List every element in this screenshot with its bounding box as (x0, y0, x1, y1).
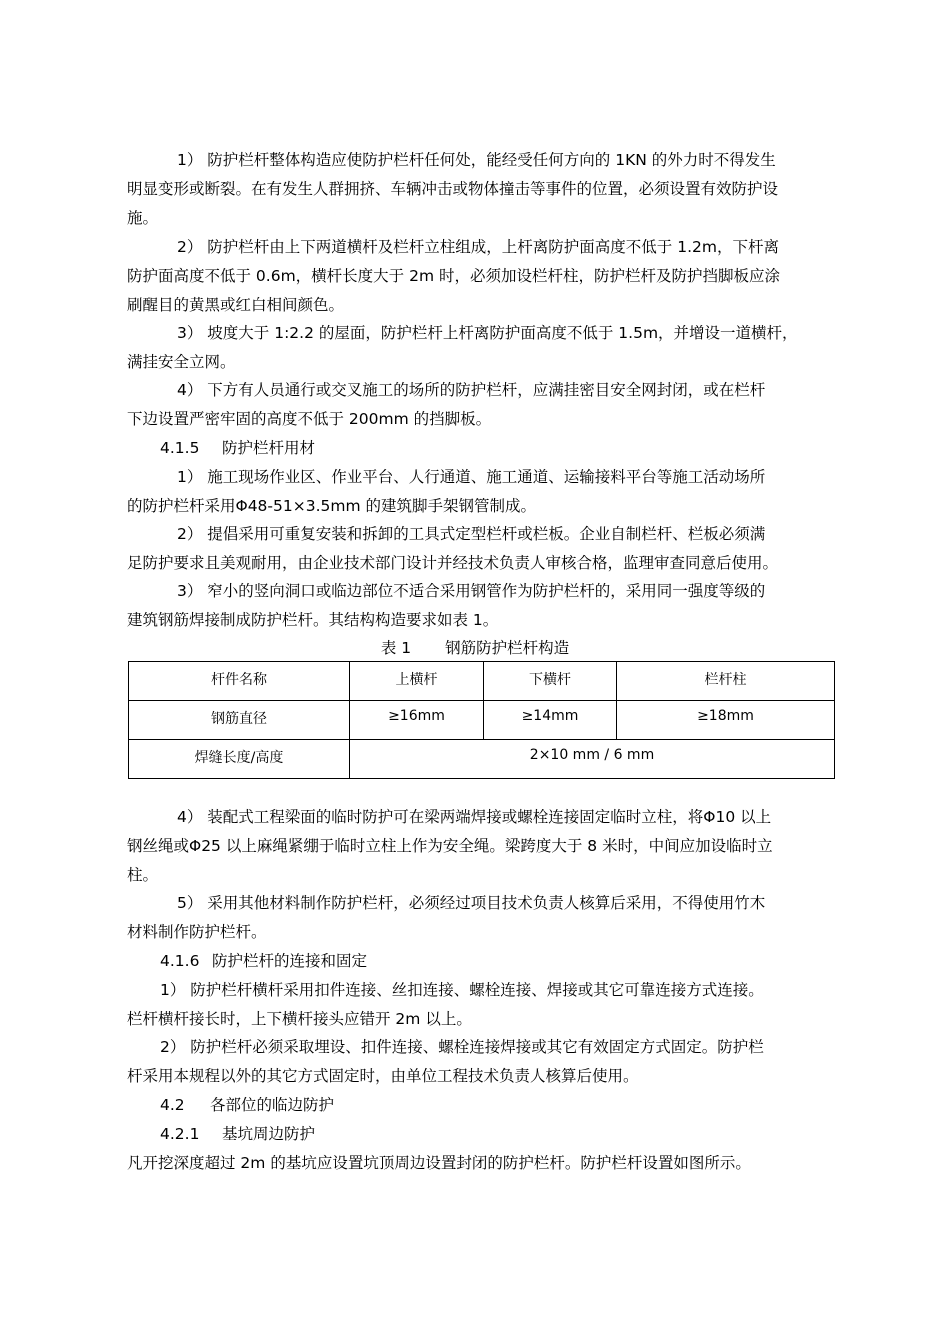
text-line: 凡开挖深度超过 2m 的基坑应设置坑顶周边设置封闭的防护栏杆。防护栏杆设置如图所示。 (127, 1154, 751, 1172)
text-line: 3） 坡度大于 1:2.2 的屋面，防护栏杆上杆离防护面高度不低于 1.5m，并增设一道横杆， (177, 324, 798, 342)
table-cell: 焊缝长度/高度 (129, 740, 350, 779)
table-caption (0, 636, 950, 660)
text-line: 杆采用本规程以外的其它方式固定时，由单位工程技术负责人核算后使用。 (127, 1067, 639, 1085)
section-title: 防护栏杆的连接和固定 (212, 952, 368, 970)
section-title: 基坑周边防护 (222, 1125, 316, 1143)
paragraph-materials-4 (127, 803, 827, 890)
paragraph-connections-2 (127, 1033, 827, 1091)
table-cell: ≥14mm (484, 701, 617, 740)
text-line: 栏杆横杆接长时，上下横杆接头应错开 2m 以上。 (127, 1010, 472, 1028)
rebar-railing-table (128, 661, 835, 779)
table-row (129, 701, 835, 740)
text-line: 4） 装配式工程梁面的临时防护可在梁两端焊接或螺栓连接固定临时立柱，将Φ10 以上 (177, 808, 772, 826)
text-line: 2） 防护栏杆由上下两道横杆及栏杆立柱组成，上杆离防护面高度不低于 1.2m，下杆离 (177, 238, 779, 256)
table-header-row (129, 662, 835, 701)
table-cell: 钢筋直径 (129, 701, 350, 740)
text-line: 明显变形或断裂。在有发生人群拥挤、车辆冲击或物体撞击等事件的位置，必须设置有效防护设 (127, 180, 779, 198)
text-line: 的防护栏杆采用Φ48-51×3.5mm 的建筑脚手架钢管制成。 (127, 497, 537, 515)
section-heading-4-2-1 (160, 1120, 315, 1149)
paragraph-materials-2 (127, 520, 827, 578)
table-row (129, 740, 835, 779)
text-line: 材料制作防护栏杆。 (127, 923, 267, 941)
text-line: 1） 施工现场作业区、作业平台、人行通道、施工通道、运输接料平台等施工活动场所 (177, 468, 766, 486)
paragraph-pit-railing (127, 1149, 827, 1178)
section-number: 4.1.5 (160, 439, 200, 457)
table-header-cell: 栏杆柱 (617, 662, 835, 701)
section-number: 4.2 (160, 1096, 185, 1114)
text-line: 建筑钢筋焊接制成防护栏杆。其结构构造要求如表 1。 (127, 611, 499, 629)
text-line: 柱。 (127, 866, 159, 884)
text-line: 4） 下方有人员通行或交叉施工的场所的防护栏杆，应满挂密目安全网封闭，或在栏杆 (177, 381, 766, 399)
paragraph-materials-1 (127, 463, 827, 521)
paragraph-connections-1 (127, 976, 827, 1034)
table-caption-number: 表 1 (380, 639, 412, 657)
text-line: 1） 防护栏杆整体构造应使防护栏杆任何处，能经受任何方向的 1KN 的外力时不得发生 (177, 151, 776, 169)
paragraph-railing-structure (127, 146, 827, 233)
section-title: 各部位的临边防护 (210, 1096, 335, 1114)
text-line: 满挂安全立网。 (127, 353, 236, 371)
paragraph-railing-composition (127, 233, 827, 320)
table-header-cell: 上横杆 (350, 662, 484, 701)
text-line: 钢丝绳或Φ25 以上麻绳紧绷于临时立柱上作为安全绳。梁跨度大于 8 米时，中间应加设临时立 (127, 837, 773, 855)
text-line: 足防护要求且美观耐用，由企业技术部门设计并经技术负责人审核合格，监理审查同意后使用。 (127, 554, 779, 572)
text-line: 2） 防护栏杆必须采取埋设、扣件连接、螺栓连接焊接或其它有效固定方式固定。防护栏 (160, 1038, 764, 1056)
paragraph-roof-slope (127, 319, 827, 377)
paragraph-materials-5 (127, 889, 827, 947)
section-heading-4-2 (160, 1091, 334, 1120)
table-header-cell: 下横杆 (484, 662, 617, 701)
section-number: 4.2.1 (160, 1125, 200, 1143)
table-cell-merged: 2×10 mm / 6 mm (350, 740, 835, 779)
text-line: 刷醒目的黄黑或红白相间颜色。 (127, 296, 345, 314)
paragraph-materials-3 (127, 577, 827, 635)
table-cell: ≥16mm (350, 701, 484, 740)
text-line: 2） 提倡采用可重复安装和拆卸的工具式定型栏杆或栏板。企业自制栏杆、栏板必须满 (177, 525, 766, 543)
section-number: 4.1.6 (160, 952, 200, 970)
text-line: 5） 采用其他材料制作防护栏杆，必须经过项目技术负责人核算后采用，不得使用竹木 (177, 894, 766, 912)
section-title: 防护栏杆用材 (222, 439, 316, 457)
section-heading-4-1-5 (160, 434, 315, 463)
table-header-cell: 杆件名称 (129, 662, 350, 701)
paragraph-cross-work (127, 376, 827, 434)
table-cell: ≥18mm (617, 701, 835, 740)
section-heading-4-1-6 (160, 947, 367, 976)
text-line: 防护面高度不低于 0.6m，横杆长度大于 2m 时，必须加设栏杆柱，防护栏杆及防护挡脚板应涂 (127, 267, 780, 285)
text-line: 下边设置严密牢固的高度不低于 200mm 的挡脚板。 (127, 410, 492, 428)
text-line: 3） 窄小的竖向洞口或临边部位不适合采用钢管作为防护栏杆的，采用同一强度等级的 (177, 582, 766, 600)
text-line: 施。 (127, 209, 159, 227)
text-line: 1） 防护栏杆横杆采用扣件连接、丝扣连接、螺栓连接、焊接或其它可靠连接方式连接。 (160, 981, 764, 999)
table-caption-title: 钢筋防护栏杆构造 (445, 639, 570, 657)
